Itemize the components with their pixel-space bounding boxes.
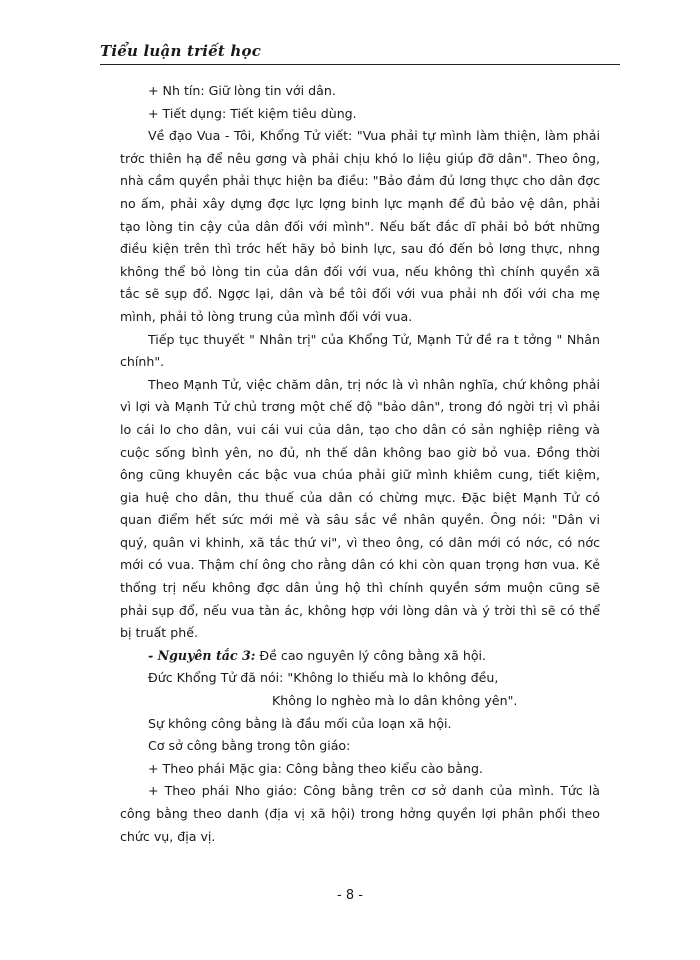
- paragraph-co-so: Cơ sở công bằng trong tôn giáo:: [148, 738, 351, 754]
- paragraph-khong-cong-bang: Sự không công bằng là đầu mối của loạn xã hội.: [148, 715, 452, 731]
- list-item-tiet-dung: + Tiết dụng: Tiết kiệm tiêu dùng.: [148, 105, 357, 121]
- principle-3: [120, 645, 600, 668]
- quote-line-1: Đức Khổng Tử đã nói: "Không lo thiếu mà lo không đều,: [148, 670, 499, 686]
- quote-line-2: Không lo nghèo mà lo dân không yên".: [272, 693, 518, 709]
- paragraph-manh-tu: Theo Mạnh Tử, việc chăm dân, trị nớc là vì nhân nghĩa, chứ không phải vì lợi và Mạnh Tử chủ trơng một chế độ "bảo dân", trong đó ngời trị vì phải lo cái lo cho dân, vui cái vui của dân, tạo cho dân có sản nghiệp riêng và cuộc sống bình yên, no đủ, nh thế dân không bao giờ bỏ vua. Đồng thời ông cũng khuyên các bậc vua chúa phải giữ mình khiêm cung, tiết kiệm, gia huệ cho dân, thu thuế của dân có chừng mực. Đặc biệt Mạnh Tử có quan điểm hết sức mới mẻ và sâu sắc về nhân quyền. Ông nói: "Dân vi quý, quân vi khinh, xã tắc thứ vi", vì theo ông, có dân mới có nớc, có nớc mới có vua. Thậm chí ông cho rằng dân có khi còn quan trọng hơn vua. Kẻ thống trị nếu không đợc dân ủng hộ thì chính quyền sớm muộn cũng sẽ phải sụp đổ, nếu vua tàn ác, không hợp với lòng dân và ý trời thì sẽ có thể bị truất phế.: [120, 376, 600, 641]
- document-body: [120, 80, 600, 848]
- list-item-nhan-tin: + Nh tín: Giữ lòng tin với dân.: [148, 83, 336, 98]
- page-header: [100, 42, 620, 65]
- paragraph-vua-toi: Về đạo Vua - Tôi, Khổng Tử viết: "Vua phải tự mình làm thiện, làm phải trớc thiên hạ để nêu gơng và phải chịu khó lo liệu giúp đỡ dân". Theo ông, nhà cầm quyền phải thực hiện ba điều: "Bảo đảm đủ lơng thực cho dân đợc no ấm, phải xây dựng đợc lực lợng binh lực mạnh để đủ bảo vệ dân, phải tạo lòng tin cậy của dân đối với mình". Nếu bất đắc dĩ phải bỏ bớt những điều kiện trên thì trớc hết hãy bỏ binh lực, sau đó đến bỏ lơng thực, nhng không thể bỏ lòng tin của dân đối với vua, nếu không thì chính quyền xã tắc sẽ sụp đổ. Ngợc lại, dân và bề tôi đối với vua phải nh đối với cha mẹ mình, phải tỏ lòng trung của mình đối với vua.: [120, 128, 600, 324]
- list-item-nho-giao: + Theo phái Nho giáo: Công bằng trên cơ sở danh của mình. Tức là công bằng theo danh (địa vị xã hội) trong hởng quyền lợi phân phối theo chức vụ, địa vị.: [120, 783, 600, 844]
- header-title: Tiểu luận triết học: [100, 42, 262, 60]
- principle-text: Đề cao nguyên lý công bằng xã hội.: [255, 647, 487, 663]
- header-rule: [100, 64, 620, 65]
- list-item-mac-gia: + Theo phái Mặc gia: Công bằng theo kiểu cào bằng.: [148, 760, 483, 776]
- principle-label: - Nguyên tắc 3:: [148, 647, 256, 663]
- page-number: - 8 -: [337, 888, 363, 903]
- paragraph-nhan-chinh: Tiếp tục thuyết " Nhân trị" của Khổng Tử, Mạnh Tử đề ra t tởng " Nhân chính".: [120, 331, 600, 370]
